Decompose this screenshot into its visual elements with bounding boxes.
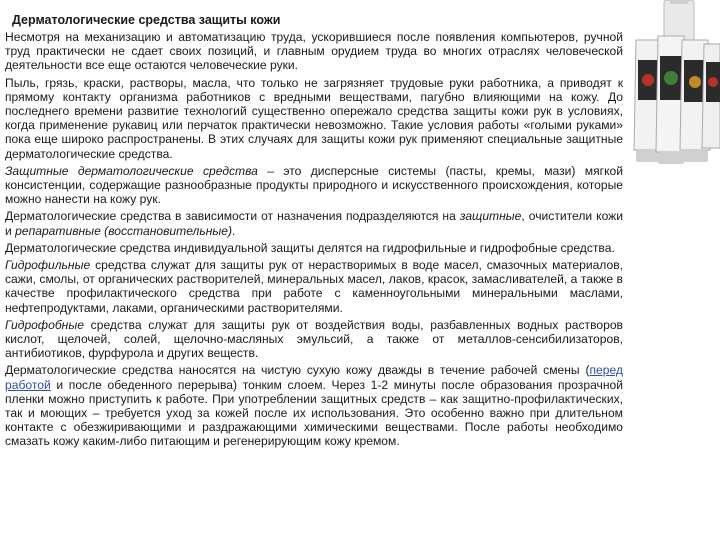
italic-term: репаративные (восстановительные) <box>15 223 233 238</box>
paragraph-text: Дерматологические средства наносятся на чистую сухую кожу дважды в течение рабочей смены ( <box>5 363 590 378</box>
paragraph-text: Несмотря на механизацию и автоматизацию труда, ускорившиеся после появления компьютеров, ручной труд практически не сдает своих позиций, и главным орудием труда во многих отраслях человеческой деятельности все еще остаются человеческие руки. <box>5 30 623 73</box>
paragraph-text: , очистители кожи и <box>5 209 624 238</box>
paragraph-classification <box>5 209 623 237</box>
paragraph-text: средства служат для защиты рук от нерастворимых в воде масел, смазочных материалов, сажи, смолы, от органических растворителей, минеральных масел, лаков, красок, замасливателей, а также в качестве профилактического средства при работе с каменноугольными минеральными маслами, нефтепродуктами, лаками, органическими растворителями. <box>5 258 623 315</box>
paragraph-contaminants <box>5 76 623 161</box>
italic-term: Гидрофильные <box>5 258 91 273</box>
paragraph-hydrophilic <box>5 258 623 315</box>
paragraph-text: средства служат для защиты рук от воздействия воды, разбавленных водных растворов кислот, щелочей, солей, щелочно-масляных эмульсий, а также от металлов-сенсибилизаторов, антибиотиков, фурфурола и других веществ. <box>5 317 623 361</box>
italic-term: защитные <box>459 209 522 224</box>
page-title: Дерматологические средства защиты кожи <box>12 13 281 27</box>
paragraph-text: Дерматологические средства индивидуальной защиты делятся на гидрофильные и гидрофобные средства. <box>5 240 615 255</box>
paragraph-text: Дерматологические средства в зависимости от назначения подразделяются на <box>5 209 460 224</box>
paragraph-definition <box>5 164 623 207</box>
product-tubes-image <box>630 0 720 170</box>
italic-term: Защитные дерматологические средства <box>5 163 258 178</box>
paragraph-application <box>5 363 623 448</box>
paragraph-text: и после обеденного перерыва) тонким слоем. Через 1-2 минуты после образования прозрачной пленки можно приступить к работе. При употреблении защитных средств – как защитно-профилактических, так и моющих – требуется уход за кожей после их использования. Это особенно важно при длительном контакте с обезжиривающими и раздражающими химическими веществами. После работы необходимо смазать кожу каким-либо питающим и регенерирующим кожу кремом. <box>5 377 623 449</box>
body-text <box>5 30 623 452</box>
before-work-link[interactable]: перед работой <box>5 363 623 392</box>
paragraph-types <box>5 241 623 255</box>
paragraph-text: . <box>232 223 236 238</box>
paragraph-text: – это дисперсные системы (пасты, кремы, мази) мягкой консистенции, содержащие разнообразные продукты природного и искусственного происхождения, которые можно нанести на кожу рук. <box>5 163 623 207</box>
italic-term: Гидрофобные <box>5 317 84 332</box>
paragraph-intro <box>5 30 623 73</box>
tube-back-cap <box>670 0 688 4</box>
tube-4 <box>702 44 720 148</box>
paragraph-text: Пыль, грязь, краски, растворы, масла, что только не загрязняет трудовые руки работника, а приводят к прямому контакту организма работников с вредными веществами, пагубно влияющими на кожу. До последнего времени развитие технологий существенно опережало средства защиты кожи рук в условиях, когда применение рукавиц или перчаток практически невозможно. Такие условия работы «голыми руками» пока еще широко распространены. В этих случаях для защиты кожи рук применяют специальные защитные дерматологические средства. <box>5 75 623 161</box>
paragraph-hydrophobic <box>5 318 623 361</box>
